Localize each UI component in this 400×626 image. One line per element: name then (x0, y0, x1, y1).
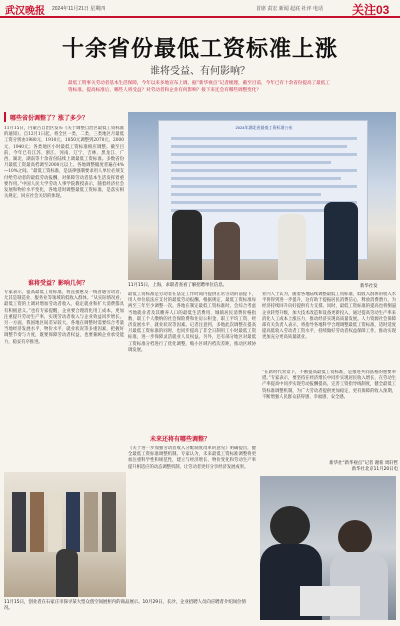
person-silhouette (278, 214, 306, 280)
article-lede: 最低工资事关劳动者基本生活保障，今年以来多地宣布上调。据“新华视点”记者梳理，截至目前，今年已有十余省份提高了最低工资标准。提高标准后，哪些人将受益？对劳动者和企业有何影响？接下来还会有哪些调整变化？ (68, 81, 330, 93)
column-3-bottom-text: “在新时代背景下，不断提高最低工资标准，是推进共同富裕的重要举措。”专家表示，要坚持在经济增长中同步实现居民收入增长、在劳动生产率提高中同步实现劳动报酬提高，完善工资指导线制度，健全最低工资标准调整机制，为广大劳动者提供更加稳定、更有保障的收入预期，不断增强人民群众获得感、幸福感、安全感。 (262, 370, 396, 400)
column-1-bottom-text: 专家表示，提高最低工资标准，将直接惠及一线普通劳动者，尤其是制造业、服务业等领域的低收入群体。“从实际情况看，最低工资的上调对增加劳动者收入、稳定就业和扩大消费都具有积极意义。”也有专家提醒，企业要合理消化用工成本，更加注重提升劳动生产率，实现劳动者收入与企业效益同步增长。另一方面，我国地区间差异较大，各地在调整时需要综合考量当地经济发展水平、物价水平、就业状况等多重因素，把握好调整节奏与力度，既要保障劳动者权益，也要兼顾企业承受能力，稳妥有序推进。 (4, 290, 124, 345)
issue-date: 2024年11月21日 星期四 (52, 6, 106, 12)
column-2-bottom-text: 《关于进一步加强劳动者收入分配制度改革的意见》明确提出，健全最低工资标准调整机制。专家认为，未来最低工资标准调整将更加注重科学性和规范性，建立与经济增长、物价变化和劳动生产率提升相适应的动态调整机制，让劳动者更好分享经济发展成果。 (128, 446, 256, 470)
board-title: 2024年湖北省最低工资标准公布 (235, 125, 293, 130)
person-silhouette (214, 222, 240, 280)
person-head (270, 506, 310, 546)
question-2-heading: 谁将受益？影响几何？ (28, 280, 89, 287)
question-1-heading: 哪些省份调整了？涨了多少？ (10, 115, 89, 122)
person-head (338, 520, 372, 554)
question-1-box (4, 112, 124, 122)
article-dateline: 新华社北京11月20日电 (351, 467, 398, 472)
person-silhouette (56, 549, 78, 597)
page-header (0, 0, 400, 18)
person-silhouette (324, 202, 358, 280)
photo-recruitment-interview (260, 476, 396, 620)
main-photo-caption: 11月15日，上海，求职者查看了解招聘单位信息。 (128, 283, 227, 288)
person-silhouette (172, 210, 202, 280)
column-1-top-text: 11月15日，内蒙古自治区发布《关于调整自治区最低工资标准的通知》，自12月1日起，将全区一类、二类、三类地区月最低工资分别由1980元、1910元、1850元调整到2070元、2000元、1940元；各类地区小时最低工资标准相应调整。截至目前，今年已有江苏、浙江、河南、辽宁、吉林、黑龙江、广西、湖北、湖南等十余省份陆续上调最低工资标准。多数省份月最低工资最高档调至2000元以上。各地调整幅度普遍在4%—10%之间。“最低工资标准，是法律强制要求用人单位必须支付给劳动者的最低劳动报酬，对保障劳动者基本生活发挥着重要作用。”中国人民大学劳动人事学院教授表示，随着经济社会发展和物价水平变化，各地适时调整最低工资标准，是落实相关规定、回应社会关切的体现。 (4, 126, 124, 200)
newspaper-logo: 武汉晚报 (5, 6, 45, 17)
section-nav: 首席 责宏 新闻 起底 社评 电话 (256, 6, 323, 12)
bottom-photo-caption: 11月15日，创业者在石家庄市探寻某大型众创空间展柜内的商品展示。10月29日，长沙，企业招聘人员向应聘者介绍岗位情况。 (4, 600, 246, 611)
column-3-mid-text: 业内人士认为，随着各地陆续调整最低工资标准，低收入群体的收入水平将得到进一步提升，这有助于提振居民消费信心，释放消费潜力，为经济持续回升向好提供有力支撑。同时，最低工资标准的提高也将倒逼企业转型升级，加大技术改造和设备更新投入，通过提高劳动生产率来消化人工成本上涨压力，推动经济实现高质量发展。人力资源社会保障部有关负责人表示，将指导各地科学合理调整最低工资标准，适时适度提高低收入劳动者工资水平，持续做好劳动者权益保障工作，推动实现更加充分更高质量就业。 (262, 292, 396, 341)
article-byline: 新华社“新华视点”记者 谢希 周轩哲 (329, 461, 398, 466)
desk (300, 586, 360, 616)
column-2-mid-text: 最低工资标准是劳动者在法定工作时间内提供正常劳动的前提下，用人单位依法应支付的最低劳动报酬。根据规定，最低工资标准每两至三年至少调整一次。各地在制定最低工资标准时，会综合考虑当地就业者及其赡养人口的最低生活费用、城镇居民消费价格指数、职工个人缴纳的社会保险费和住房公积金、职工平均工资、经济发展水平、就业状况等因素。记者注意到，多地此次调整在提高月最低工资标准的同时，也同步提高了非全日制用工小时最低工资标准，进一步保障灵活就业人员权益。另外，还有部分地区对最低工资标准分档进行了优化调整，缩小区域内档次差距，推动区域协调发展。 (128, 292, 256, 353)
question-3-heading: 未来还将有哪些调整？ (150, 436, 211, 443)
main-photo-job-fair (128, 112, 396, 280)
page-section-title: 关注03 (352, 3, 390, 17)
article-headline: 十余省份最低工资标准上涨 (61, 37, 338, 62)
article-subheadline: 谁将受益、有何影响？ (150, 66, 250, 77)
main-photo-credit: 新华社发 (360, 284, 378, 289)
photo-clothing-shop (4, 472, 126, 597)
